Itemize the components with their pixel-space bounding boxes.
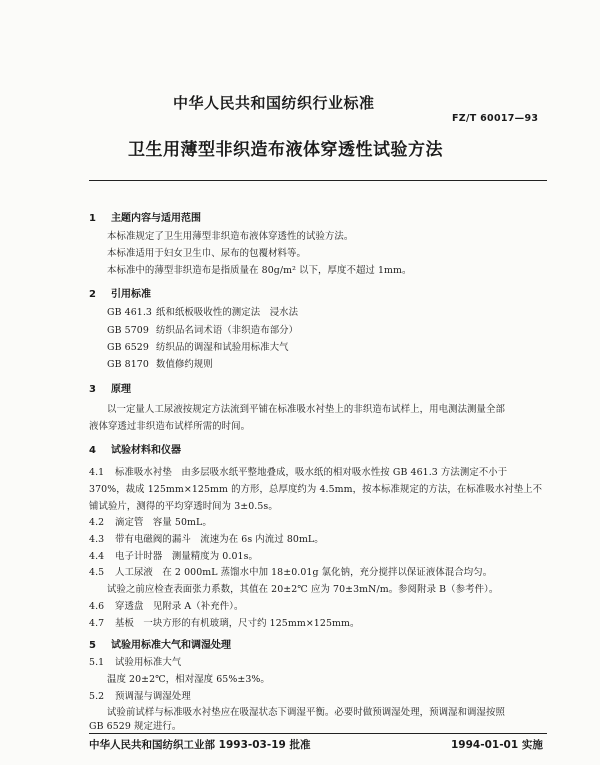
clause-4-5 [89, 564, 492, 578]
clause-number: 4.5 [89, 567, 105, 578]
section-2-heading [89, 285, 151, 300]
clause-number: 4.2 [89, 517, 105, 528]
issuing-organization: 中华人民共和国纺织行业标准 [173, 94, 375, 112]
footer-divider [89, 733, 547, 734]
clause-number: 4.7 [89, 618, 105, 629]
clause-text: 滴定管 容量 50mL。 [115, 517, 212, 528]
reference-title: 纺织品名词术语（非织造布部分） [156, 325, 299, 336]
section-1-para-1: 本标准规定了卫生用薄型非织造布液体穿透性的试验方法。 [107, 231, 354, 242]
section-3-title: 原理 [111, 384, 131, 395]
section-5-title: 试验用标准大气和调湿处理 [111, 640, 231, 651]
clause-5-1-line-2: 温度 20±2℃，相对湿度 65%±3%。 [107, 674, 270, 685]
section-1-heading [89, 209, 201, 224]
section-2-title: 引用标准 [111, 289, 151, 300]
clause-number: 4.1 [89, 467, 105, 478]
clause-4-2 [89, 514, 212, 528]
document-title: 卫生用薄型非织造布液体穿透性试验方法 [128, 140, 443, 160]
clause-number: 4.6 [89, 601, 105, 612]
clause-4-1 [89, 464, 507, 478]
clause-text: 试验用标准大气 [115, 657, 182, 668]
clause-number: 5.1 [89, 657, 105, 668]
clause-5-1 [89, 654, 181, 668]
clause-4-3 [89, 531, 324, 545]
approval-info: 中华人民共和国纺织工业部 1993-03-19 批准 [89, 739, 311, 751]
clause-text: 带有电磁阀的漏斗 流速为在 6s 内流过 80mL。 [115, 534, 324, 545]
reference-code: GB 8170 [107, 359, 149, 370]
reference-item [107, 304, 298, 318]
clause-5-2-line-3: GB 6529 规定进行。 [89, 721, 182, 732]
clause-4-5-line-2: 试验之前应检查表面张力系数，其值在 20±2℃ 应为 70±3mN/m。参阅附录 B（参考件）。 [107, 584, 499, 595]
reference-item [107, 339, 289, 353]
reference-title: 纸和纸板吸收性的测定法 浸水法 [156, 307, 299, 318]
section-1-number: 1 [89, 213, 96, 224]
section-3-line-1: 以一定量人工尿液按规定方法流到平铺在标准吸水衬垫上的非织造布试样上，用电测法测量全部 [107, 404, 505, 415]
section-3-number: 3 [89, 384, 96, 395]
clause-text: 人工尿液 在 2 000mL 蒸馏水中加 18±0.01g 氯化钠，充分搅拌以保证液体混合均匀。 [115, 567, 493, 578]
clause-text: 预调湿与调湿处理 [115, 691, 191, 702]
section-3-line-2: 液体穿透过非织造布试样所需的时间。 [89, 421, 251, 432]
clause-text: 基板 一块方形的有机玻璃，尺寸约 125mm×125mm。 [115, 618, 360, 629]
section-5-heading [89, 636, 231, 651]
section-1-title: 主题内容与适用范围 [111, 213, 201, 224]
clause-4-7 [89, 615, 359, 629]
section-4-title: 试验材料和仪器 [111, 445, 181, 456]
reference-item [107, 356, 213, 370]
section-5-number: 5 [89, 640, 96, 651]
reference-item [107, 322, 298, 336]
clause-4-1-line-3: 铺试验片，测得的平均穿透时间为 3±0.5s。 [89, 501, 278, 512]
clause-5-2 [89, 688, 191, 702]
implementation-date: 1994-01-01 实施 [451, 739, 543, 751]
section-4-number: 4 [89, 445, 96, 456]
reference-code: GB 6529 [107, 342, 149, 353]
header-divider [89, 180, 547, 181]
clause-text: 穿透盘 见附录 A（补充件）。 [115, 601, 244, 612]
clause-number: 4.3 [89, 534, 105, 545]
section-3-heading [89, 380, 131, 395]
section-1-para-2: 本标准适用于妇女卫生巾、尿布的包覆材料等。 [107, 248, 306, 259]
reference-code: GB 5709 [107, 325, 149, 336]
clause-4-1-line-2: 370%，裁成 125mm×125mm 的方形，总厚度约为 4.5mm，按本标准规定的方法，在标准吸水衬垫上不 [89, 484, 543, 495]
clause-4-6 [89, 598, 243, 612]
section-2-number: 2 [89, 289, 96, 300]
clause-number: 4.4 [89, 551, 105, 562]
reference-title: 数值修约规则 [156, 359, 213, 370]
reference-code: GB 461.3 [107, 307, 152, 318]
reference-title: 纺织品的调湿和试验用标准大气 [156, 342, 289, 353]
section-1-para-3: 本标准中的薄型非织造布是指质量在 80g/m² 以下，厚度不超过 1mm。 [107, 265, 412, 276]
clause-text: 电子计时器 测量精度为 0.01s。 [115, 551, 258, 562]
clause-number: 5.2 [89, 691, 105, 702]
standard-code: FZ/T 60017—93 [452, 113, 539, 124]
section-4-heading [89, 441, 181, 456]
clause-text: 标准吸水衬垫 由多层吸水纸平整地叠成，吸水纸的相对吸水性按 GB 461.3 方法测定不小于 [115, 467, 508, 478]
clause-4-4 [89, 548, 258, 562]
clause-5-2-line-2: 试验前试样与标准吸水衬垫应在吸湿状态下调湿平衡。必要时做预调湿处理，预调湿和调湿按照 [107, 707, 505, 718]
